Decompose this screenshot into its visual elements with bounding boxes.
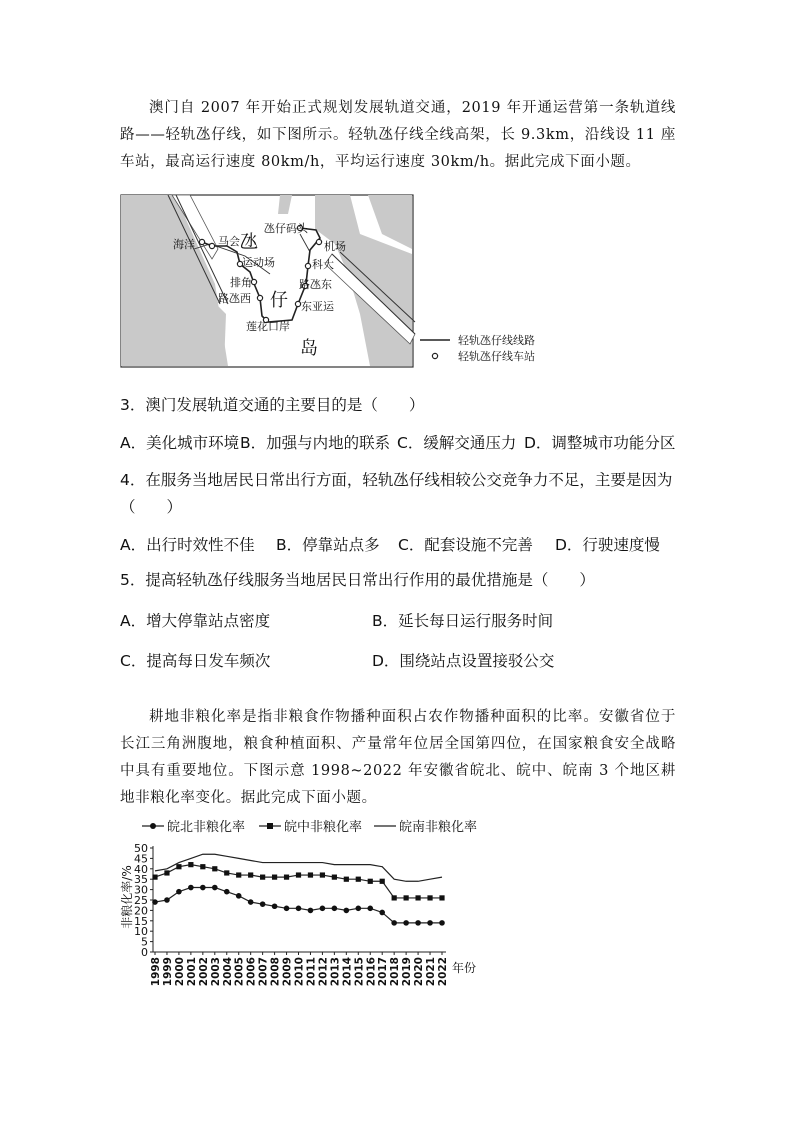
x-tick-label: 2018 [389, 957, 402, 987]
x-tick-label: 2000 [173, 957, 186, 987]
data-point [404, 895, 409, 900]
station-mahui [209, 243, 214, 248]
q3-option-c[interactable]: C．缓解交通压力 [397, 434, 517, 452]
legend-label: 皖南非粮化率 [399, 820, 478, 835]
x-tick-label: 2022 [437, 957, 449, 987]
data-point [392, 895, 397, 900]
x-axis-label: 年份 [452, 961, 477, 975]
data-point [200, 864, 205, 869]
data-point [391, 920, 397, 926]
data-point [248, 872, 253, 877]
label-dongyayun: 东亚运 [301, 300, 334, 313]
station-haiyang [199, 239, 204, 244]
data-point [260, 875, 265, 880]
data-point [296, 906, 302, 912]
data-point [296, 872, 301, 877]
x-tick-label: 2006 [245, 957, 258, 987]
label-ludangxi: 路氹西 [218, 292, 251, 305]
data-point [248, 899, 254, 905]
series-line [155, 888, 442, 923]
q4-option-c[interactable]: C．配套设施不完善 [398, 536, 533, 554]
q4-option-d[interactable]: D．行驶速度慢 [555, 536, 660, 554]
x-tick-label: 2004 [221, 957, 234, 987]
y-tick-label: 25 [134, 894, 148, 907]
passage-anhui: 耕地非粮化率是指非粮食作物播种面积占农作物播种面积的比率。安徽省位于长江三角洲腹地，粮食种植面积、产量常年位居全国第四位，在国家粮食安全战略中具有重要地位。下图示意 1998~2022 年安徽省皖北、皖中、皖南 3 个地区耕地非粮化率变化。据此完成下面小题。 [120, 709, 676, 806]
data-point [176, 889, 182, 895]
y-tick-label: 45 [134, 852, 148, 866]
label-paijiao: 排角 [230, 276, 252, 289]
question-3-stem: 3．澳门发展轨道交通的主要目的是（ ） [120, 396, 425, 414]
q5-option-b[interactable]: B．延长每日运行服务时间 [372, 612, 554, 630]
data-point [332, 906, 338, 912]
data-point [355, 906, 361, 912]
data-point [188, 885, 194, 891]
data-point [380, 879, 385, 884]
legend-label: 皖中非粮化率 [284, 820, 363, 835]
y-tick-label: 20 [134, 904, 148, 918]
data-point [308, 908, 314, 914]
label-mahui: 马会 [218, 235, 240, 248]
data-point [272, 875, 277, 880]
data-point [427, 920, 433, 926]
x-tick-label: 2008 [269, 957, 282, 987]
x-tick-label: 2019 [401, 957, 414, 987]
chart-legend [142, 819, 477, 835]
series-line [155, 865, 442, 898]
data-point [439, 920, 445, 926]
place-zai: 仔 [270, 290, 288, 311]
passage-macau: 澳门自 2007 年开始正式规划发展轨道交通，2019 年开通运营第一条轨道线路——轻轨氹仔线，如下图所示。轻轨氹仔线全线高架，长 9.3km，沿线设 11 座车站，最高运行速度 80km/h，平均运行速度 30km/h。据此完成下面小题。 [120, 100, 676, 170]
y-tick-label: 0 [141, 946, 148, 959]
data-point [152, 899, 158, 905]
legend-line-label: 轻轨氹仔线线路 [458, 334, 535, 347]
data-point [332, 875, 337, 880]
data-point [260, 901, 266, 907]
series-2 [152, 862, 444, 900]
chart-series [152, 854, 445, 925]
q3-option-b[interactable]: B．加强与内地的联系 [240, 434, 391, 452]
x-tick-label: 2009 [281, 957, 294, 987]
x-tick-label: 2003 [209, 957, 222, 987]
q3-option-d[interactable]: D．调整城市功能分区 [524, 434, 676, 452]
x-tick-label: 2015 [353, 957, 366, 987]
data-point [176, 864, 181, 869]
data-point [427, 895, 432, 900]
q5-option-c[interactable]: C．提高每日发车频次 [120, 652, 271, 670]
data-point [415, 920, 421, 926]
data-point [236, 872, 241, 877]
x-tick-label: 2021 [425, 957, 438, 987]
y-tick-label: 40 [134, 862, 148, 876]
x-tick-label: 2012 [317, 957, 330, 987]
data-point [356, 877, 361, 882]
series-1 [152, 885, 445, 926]
y-axis-label: 非粮化率/% [120, 865, 134, 929]
y-tick-label: 15 [134, 914, 148, 928]
y-tick-label: 50 [134, 842, 148, 855]
question-5-stem: 5．提高轻轨氹仔线服务当地居民日常出行作用的最优措施是（ ） [120, 571, 595, 589]
station-keda [305, 263, 310, 268]
x-tick-label: 2016 [365, 957, 378, 987]
macau-light-rail-map [120, 194, 560, 374]
data-point [272, 903, 278, 909]
y-tick-label: 35 [134, 873, 148, 887]
data-point [379, 910, 385, 916]
x-tick-label: 2017 [377, 957, 390, 987]
data-point [344, 908, 350, 914]
legend-label: 皖北非粮化率 [167, 820, 246, 835]
data-point [212, 866, 217, 871]
non-grain-rate-chart [112, 812, 512, 992]
legend-station-swatch [432, 353, 437, 358]
y-tick-label: 30 [134, 883, 148, 897]
x-tick-label: 2014 [341, 957, 354, 987]
data-point [188, 862, 193, 867]
place-dang: 氹 [240, 232, 258, 253]
x-tick-label: 2020 [413, 957, 426, 987]
data-point [200, 885, 206, 891]
q3-option-a[interactable]: A．美化城市环境 [120, 434, 240, 452]
y-tick-label: 5 [141, 935, 148, 949]
legend-station-label: 轻轨氹仔线车站 [458, 350, 535, 363]
question-4-stem: 4．在服务当地居民日常出行方面，轻轨氹仔线相较公交竞争力不足，主要是因为（ ） [120, 471, 673, 516]
data-point [284, 875, 289, 880]
x-tick-label: 2005 [233, 957, 246, 987]
x-tick-label: 2011 [305, 957, 318, 987]
q5-option-a[interactable]: A．增大停靠站点密度 [120, 612, 271, 630]
q4-option-a[interactable]: A．出行时效性不佳 [120, 536, 255, 554]
station-dongyayun [295, 301, 300, 306]
data-point [212, 885, 218, 891]
data-point [236, 893, 242, 899]
x-tick-label: 2002 [197, 957, 210, 987]
label-matou: 氹仔码头 [264, 222, 308, 235]
data-point [308, 872, 313, 877]
data-point [344, 877, 349, 882]
chart-axes [134, 842, 449, 986]
data-point [164, 897, 170, 903]
data-point [403, 920, 409, 926]
label-ludangdong: 路氹东 [299, 278, 332, 291]
x-tick-label: 1998 [150, 957, 162, 987]
x-tick-label: 2013 [329, 957, 342, 987]
data-point [368, 879, 373, 884]
x-tick-label: 1999 [161, 957, 174, 987]
data-point [320, 906, 326, 912]
x-tick-label: 2010 [293, 957, 306, 987]
data-point [320, 872, 325, 877]
label-lianhua: 莲花口岸 [246, 320, 290, 333]
q5-option-d[interactable]: D．围绕站点设置接驳公交 [372, 652, 555, 670]
label-keda: 科大 [312, 258, 334, 271]
x-tick-label: 2001 [185, 957, 198, 987]
data-point [224, 870, 229, 875]
place-dao: 岛 [300, 338, 318, 359]
legend-marker [267, 823, 273, 829]
station-paijiao [251, 279, 256, 284]
station-ludangxi [257, 295, 262, 300]
data-point [439, 895, 444, 900]
label-haiyang: 海洋 [173, 238, 195, 251]
legend-marker [150, 823, 156, 829]
y-tick-label: 10 [134, 925, 148, 939]
data-point [284, 906, 290, 912]
data-point [152, 875, 157, 880]
data-point [164, 870, 169, 875]
station-jichang [316, 239, 321, 244]
data-point [415, 895, 420, 900]
x-tick-label: 2007 [257, 957, 270, 987]
data-point [367, 906, 373, 912]
label-jichang: 机场 [324, 240, 346, 253]
label-yundongchang: 运动场 [242, 256, 275, 269]
q4-option-b[interactable]: B．停靠站点多 [276, 536, 380, 554]
data-point [224, 889, 230, 895]
